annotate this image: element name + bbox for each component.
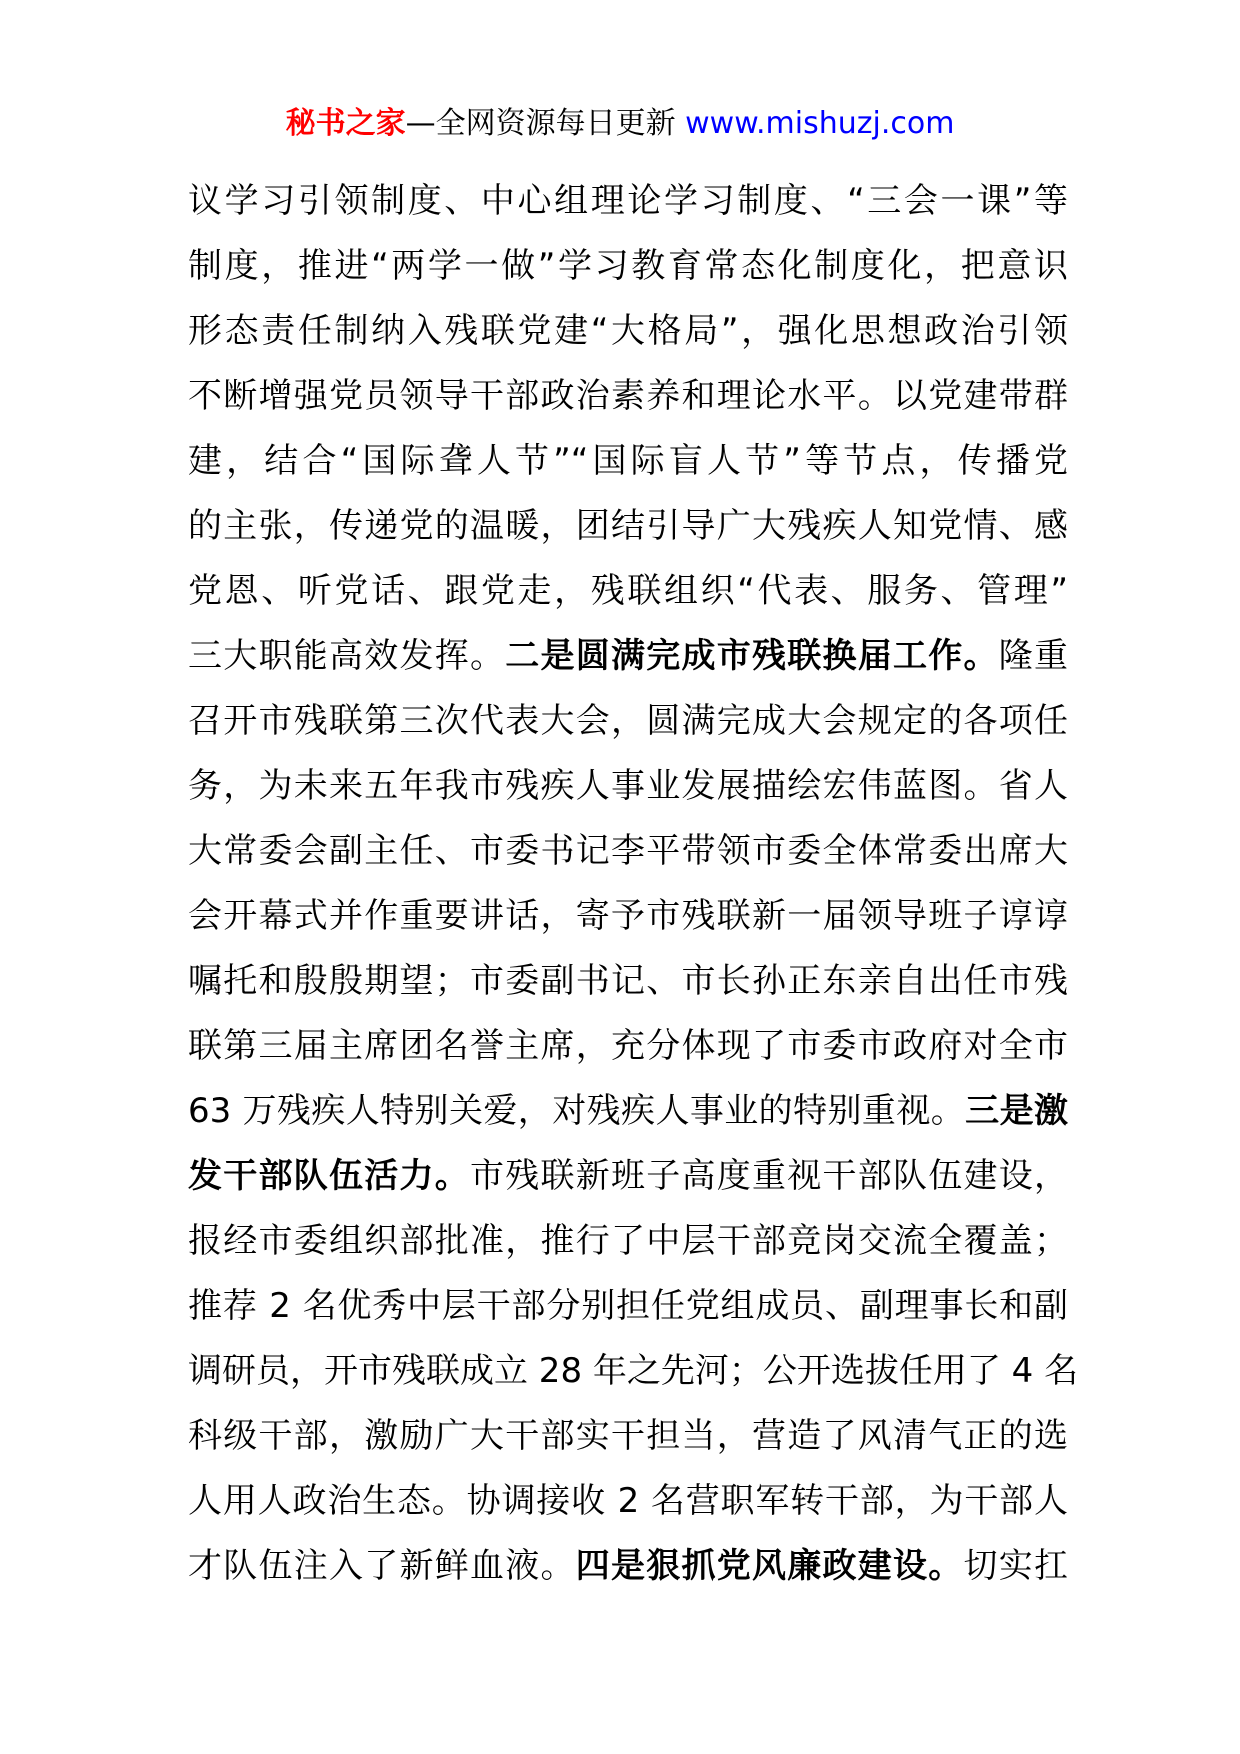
bold-heading-text: 四是狠抓党风廉政建设。 xyxy=(575,1546,964,1586)
paragraph-text: 制度，推进“两学一做”学习教育常态化制度化，把意识 xyxy=(188,246,1068,286)
text-line xyxy=(188,234,1068,299)
site-url-link[interactable]: www.mishuzj.com xyxy=(685,106,955,141)
paragraph-text: 党恩、听党话、跟党走，残联组织“代表、服务、管理” xyxy=(188,571,1068,611)
text-line xyxy=(188,429,1068,494)
paragraph-text: 务，为未来五年我市残疾人事业发展描绘宏伟蓝图。省人 xyxy=(188,766,1068,806)
text-line xyxy=(188,1534,1068,1599)
paragraph-text: 报经市委组织部批准，推行了中层干部竞岗交流全覆盖； xyxy=(188,1221,1068,1261)
bold-heading-text: 三是激 xyxy=(965,1091,1068,1131)
bold-heading-text: 二是圆满完成市残联换届工作。 xyxy=(505,636,999,676)
text-line xyxy=(188,559,1068,624)
text-line xyxy=(188,1339,1079,1404)
text-line xyxy=(188,1014,1068,1079)
paragraph-text: 推荐 2 名优秀中层干部分别担任党组成员、副理事长和副 xyxy=(188,1286,1068,1326)
text-line xyxy=(188,949,1068,1014)
text-line xyxy=(188,364,1068,429)
text-line xyxy=(188,1079,1068,1144)
paragraph-text: 63 万残疾人特别关爱，对残疾人事业的特别重视。 xyxy=(188,1091,966,1131)
paragraph-text: 不断增强党员领导干部政治素养和理论水平。以党建带群 xyxy=(188,376,1068,416)
paragraph-text: 科级干部，激励广大干部实干担当，营造了风清气正的选 xyxy=(188,1416,1068,1456)
paragraph-text: 切实扛 xyxy=(963,1546,1068,1586)
site-header xyxy=(0,104,1240,144)
text-line xyxy=(188,884,1068,949)
site-brand: 秘书之家 xyxy=(285,106,406,141)
paragraph-text: 议学习引领制度、中心组理论学习制度、“三会一课”等 xyxy=(188,181,1068,221)
text-line xyxy=(188,1469,1068,1534)
paragraph-text: 建，结合“国际聋人节”“国际盲人节”等节点，传播党 xyxy=(188,441,1068,481)
site-tagline: —全网资源每日更新 xyxy=(405,106,686,141)
paragraph-text: 会开幕式并作重要讲话，寄予市残联新一届领导班子谆谆 xyxy=(188,896,1068,936)
paragraph-text: 才队伍注入了新鲜血液。 xyxy=(188,1546,576,1586)
paragraph-text: 人用人政治生态。协调接收 2 名营职军转干部，为干部人 xyxy=(188,1481,1068,1521)
bold-heading-text: 发干部队伍活力。 xyxy=(188,1156,470,1196)
text-line xyxy=(188,689,1068,754)
paragraph-text: 大常委会副主任、市委书记李平带领市委全体常委出席大 xyxy=(188,831,1068,871)
paragraph-text: 嘱托和殷殷期望；市委副书记、市长孙正东亲自出任市残 xyxy=(188,961,1068,1001)
paragraph-text: 调研员，开市残联成立 28 年之先河；公开选拔任用了 4 名 xyxy=(188,1351,1079,1391)
text-line xyxy=(188,819,1068,884)
paragraph-text: 市残联新班子高度重视干部队伍建设， xyxy=(470,1156,1068,1196)
text-line xyxy=(188,1404,1068,1469)
text-line xyxy=(188,754,1068,819)
paragraph-text: 召开市残联第三次代表大会，圆满完成大会规定的各项任 xyxy=(188,701,1068,741)
text-line xyxy=(188,299,1068,364)
paragraph-text: 隆重 xyxy=(998,636,1068,676)
paragraph-text: 形态责任制纳入残联党建“大格局”，强化思想政治引领 xyxy=(188,311,1068,351)
text-line xyxy=(188,1144,1068,1209)
paragraph-text: 联第三届主席团名誉主席，充分体现了市委市政府对全市 xyxy=(188,1026,1068,1066)
text-line xyxy=(188,169,1068,234)
text-line xyxy=(188,1209,1068,1274)
text-line xyxy=(188,1274,1068,1339)
text-line xyxy=(188,624,1068,689)
paragraph-text: 三大职能高效发挥。 xyxy=(188,636,506,676)
paragraph-text: 的主张，传递党的温暖，团结引导广大残疾人知党情、感 xyxy=(188,506,1068,546)
text-line xyxy=(188,494,1068,559)
document-body xyxy=(188,169,1079,1599)
